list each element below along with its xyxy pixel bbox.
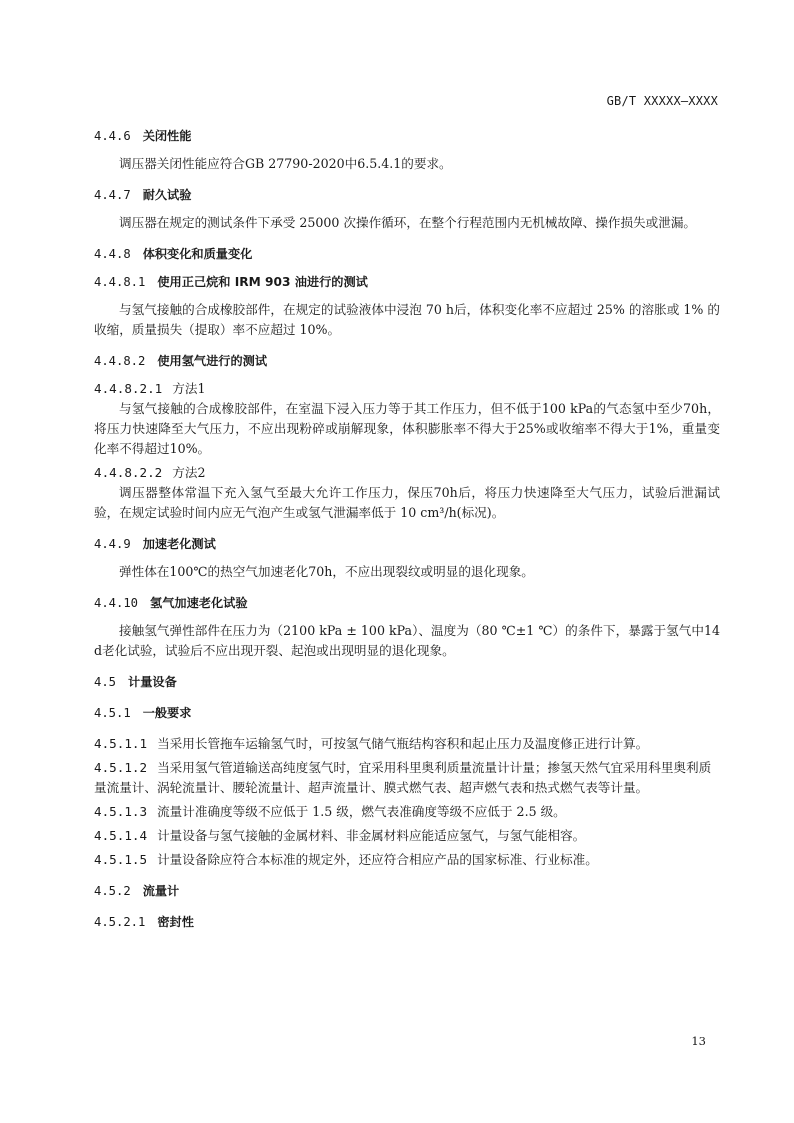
paragraph: 调压器关闭性能应符合GB 27790-2020中6.5.4.1的要求。 <box>119 156 452 171</box>
paragraph: 与氢气接触的合成橡胶部件，在室温下浸入压力等于其工作压力，但不低于100 kPa的气态氢中至少70h，将压力快速降至大气压力，不应出现粉碎或崩解现象，体积膨胀率不得大于25%或收缩率不得大于1%，重量变化率不得超过10%。 <box>94 401 720 456</box>
section-title: 流量计 <box>142 884 180 898</box>
paragraph: 与氢气接触的合成橡胶部件，在规定的试验液体中浸泡 70 h后，体积变化率不应超过 25% 的溶胀或 1% 的收缩，质量损失（提取）率不应超过 10%。 <box>94 302 720 337</box>
list-item-4-5-1-2 <box>94 758 720 798</box>
section-number: 4.4.8.2 <box>94 354 146 368</box>
paragraph: 弹性体在100℃的热空气加速老化70h，不应出现裂纹或明显的退化现象。 <box>119 564 534 579</box>
list-item-4-5-1-3 <box>94 802 720 822</box>
item-number: 4.5.1.4 <box>94 828 148 843</box>
section-title: 密封性 <box>157 915 194 929</box>
section-title: 氢气加速老化试验 <box>150 596 248 610</box>
page-number: 13 <box>691 1034 706 1048</box>
list-item-4-5-1-4 <box>94 826 720 846</box>
item-number: 4.5.1.3 <box>94 804 148 819</box>
item-number: 4.5.1.1 <box>94 736 148 751</box>
item-number: 4.4.8.2.1 <box>94 381 163 396</box>
section-title: 一般要求 <box>142 706 192 720</box>
item-text: 计量设备除应符合本标准的规定外，还应符合相应产品的国家标准、行业标准。 <box>157 852 598 867</box>
section-title: 体积变化和质量变化 <box>142 247 253 261</box>
section-number: 4.4.7 <box>94 188 131 202</box>
item-number: 4.5.1.2 <box>94 760 148 775</box>
section-number: 4.5.2.1 <box>94 915 146 929</box>
section-heading-4-4-10 <box>94 593 720 613</box>
item-number: 4.4.8.2.2 <box>94 465 163 480</box>
item-number: 4.5.1.5 <box>94 852 148 867</box>
section-heading-4-5 <box>94 672 720 692</box>
section-heading-4-4-7 <box>94 185 720 205</box>
section-number: 4.5.2 <box>94 884 131 898</box>
section-title: 加速老化测试 <box>142 537 216 551</box>
section-number: 4.4.8.1 <box>94 275 146 289</box>
item-text: 方法2 <box>172 465 206 480</box>
paragraph: 接触氢气弹性部件在压力为（2100 kPa ± 100 kPa）、温度为（80 ℃±1 ℃）的条件下，暴露于氢气中14 d老化试验，试验后不应出现开裂、起泡或出现明显的退化现象。 <box>94 623 720 658</box>
section-title: 使用氢气进行的测试 <box>157 354 268 368</box>
paragraph: 调压器在规定的测试条件下承受 25000 次操作循环，在整个行程范围内无机械故障、操作损失或泄漏。 <box>119 215 697 230</box>
section-heading-4-4-8-1 <box>94 272 720 292</box>
section-title: 耐久试验 <box>142 188 192 202</box>
item-text: 流量计准确度等级不应低于 1.5 级，燃气表准确度等级不应低于 2.5 级。 <box>157 804 566 819</box>
item-text: 当采用长管拖车运输氢气时，可按氢气储气瓶结构容积和起止压力及温度修正进行计算。 <box>157 736 649 751</box>
section-number: 4.4.10 <box>94 596 139 610</box>
section-heading-4-4-9 <box>94 534 720 554</box>
item-text: 计量设备与氢气接触的金属材料、非金属材料应能适应氢气，与氢气能相容。 <box>157 828 586 843</box>
section-number: 4.5.1 <box>94 706 131 720</box>
list-item-4-5-1-5 <box>94 850 720 870</box>
list-item-4-5-1-1 <box>94 734 720 754</box>
section-heading-4-4-8 <box>94 244 720 264</box>
section-number: 4.4.9 <box>94 537 131 551</box>
section-title: 计量设备 <box>128 675 177 689</box>
document-code: GB/T XXXXX—XXXX <box>606 94 718 108</box>
item-text: 方法1 <box>172 381 206 396</box>
paragraph: 调压器整体常温下充入氢气至最大允许工作压力，保压70h后，将压力快速降至大气压力，试验后泄漏试验，在规定试验时间内应无气泡产生或氢气泄漏率低于 10 cm³/h(标况)。 <box>94 485 720 520</box>
section-heading-4-5-1 <box>94 703 720 723</box>
section-title: 使用正己烷和 IRM 903 油进行的测试 <box>157 275 368 289</box>
item-text: 当采用氢气管道输送高纯度氢气时，宜采用科里奥利质量流量计计量；掺氢天然气宜采用科里奥利质量流量计、涡轮流量计、腰轮流量计、超声流量计、膜式燃气表、超声燃气表和热式燃气表等计量。 <box>94 760 712 795</box>
section-heading-4-5-2-1 <box>94 912 720 932</box>
section-number: 4.4.6 <box>94 129 131 143</box>
list-item-4-4-8-2-2 <box>94 463 720 483</box>
section-heading-4-5-2 <box>94 881 720 901</box>
list-item-4-4-8-2-1 <box>94 379 720 399</box>
section-heading-4-4-6 <box>94 126 720 146</box>
section-number: 4.5 <box>94 675 117 689</box>
section-number: 4.4.8 <box>94 247 131 261</box>
document-body <box>94 126 720 932</box>
section-heading-4-4-8-2 <box>94 351 720 371</box>
section-title: 关闭性能 <box>142 129 192 143</box>
